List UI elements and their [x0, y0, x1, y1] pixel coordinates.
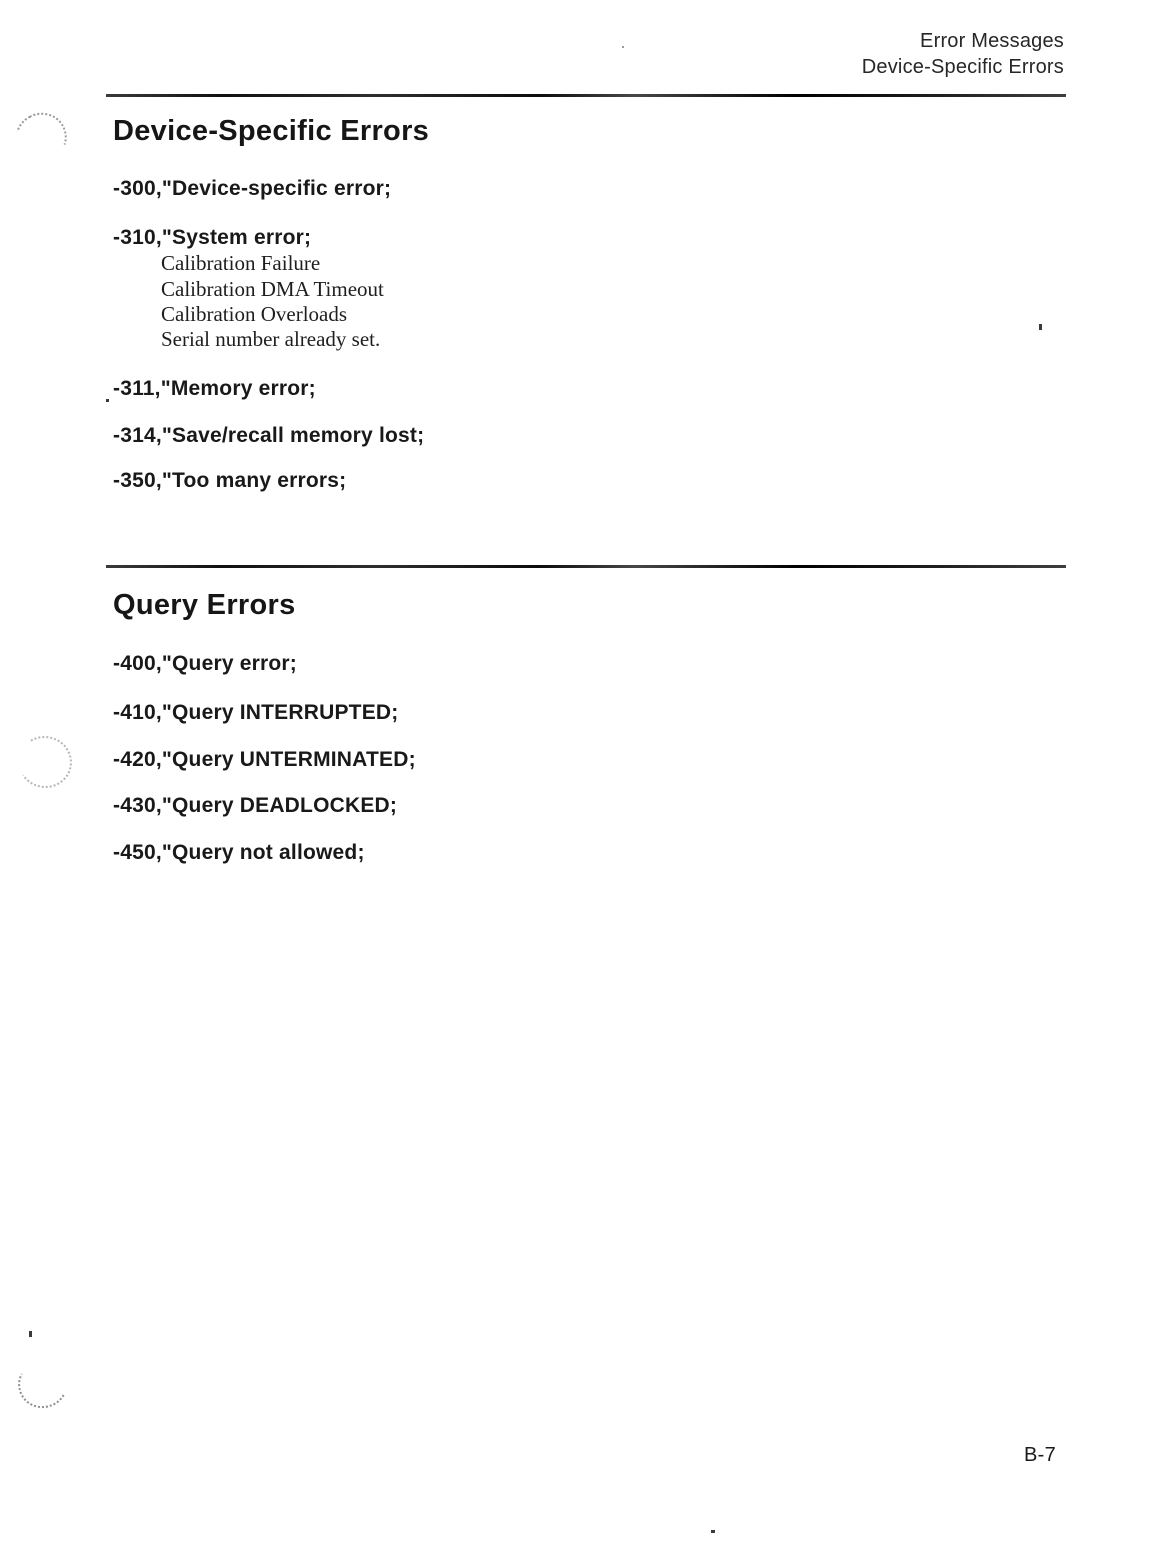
- error-code-310: -310,"System error;: [113, 226, 312, 249]
- error-code-430: -430,"Query DEADLOCKED;: [113, 794, 398, 817]
- scan-artifact-arc-top: [6, 104, 75, 173]
- section-title-device-specific-errors: Device-Specific Errors: [113, 115, 430, 147]
- scan-artifact-speck: [29, 1331, 32, 1337]
- error-code-410: -410,"Query INTERRUPTED;: [113, 701, 399, 724]
- error-code-300: -300,"Device-specific error;: [113, 177, 392, 200]
- scan-artifact-arc-middle: [13, 731, 77, 793]
- error-310-detail-3: Calibration Overloads: [161, 302, 348, 326]
- section-title-query-errors: Query Errors: [113, 589, 296, 621]
- scan-artifact-speck: [106, 399, 109, 402]
- section-divider-top: [106, 94, 1066, 97]
- section-divider-middle: [106, 565, 1066, 568]
- running-head-line1: Error Messages: [920, 30, 1064, 52]
- error-code-400: -400,"Query error;: [113, 652, 297, 675]
- page-number: B-7: [1023, 1444, 1056, 1466]
- scan-artifact-speck: [622, 46, 624, 48]
- error-code-450: -450,"Query not allowed;: [113, 841, 365, 864]
- running-head-line2: Device-Specific Errors: [861, 56, 1064, 78]
- scan-artifact-speck: [711, 1530, 715, 1533]
- error-code-350: -350,"Too many errors;: [113, 469, 347, 492]
- error-code-420: -420,"Query UNTERMINATED;: [113, 748, 416, 771]
- error-310-detail-2: Calibration DMA Timeout: [161, 277, 384, 301]
- error-310-detail-4: Serial number already set.: [161, 327, 381, 351]
- scan-artifact-arc-bottom: [12, 1353, 74, 1414]
- error-code-314: -314,"Save/recall memory lost;: [113, 424, 425, 447]
- running-head: [862, 28, 1064, 80]
- error-310-detail-1: Calibration Failure: [161, 251, 321, 275]
- error-code-311: -311,"Memory error;: [113, 377, 316, 400]
- scan-artifact-speck: [1039, 324, 1042, 330]
